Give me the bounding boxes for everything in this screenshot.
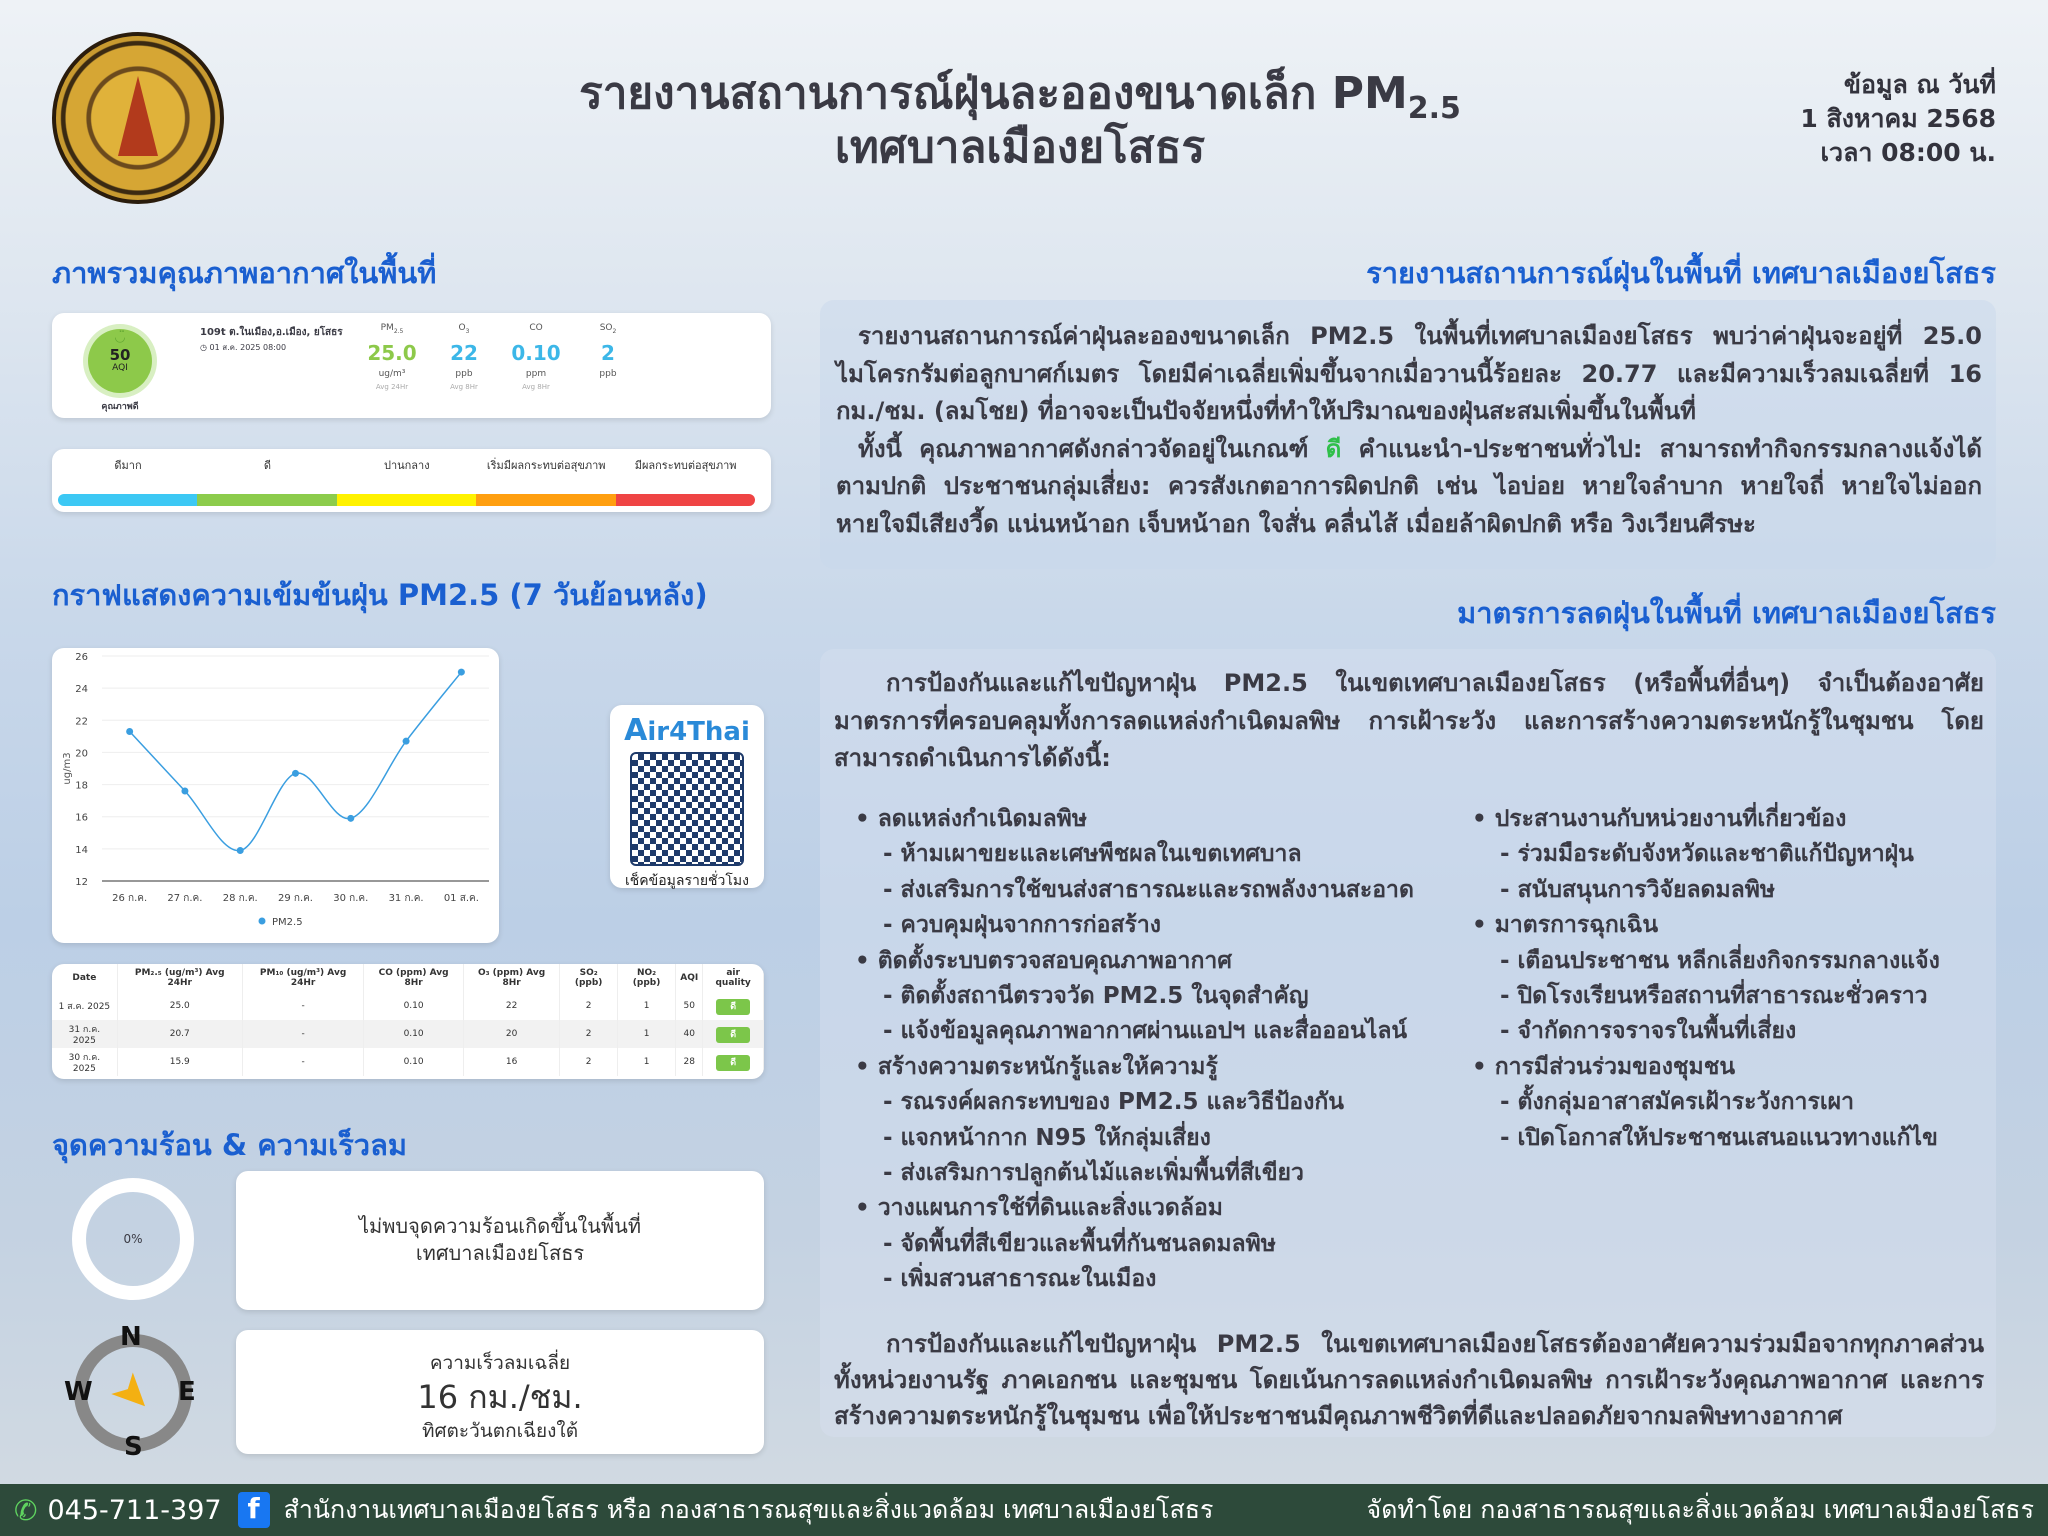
- table-cell: 0.10: [403, 1057, 424, 1067]
- x-tick-label: 28 ก.ค.: [222, 893, 258, 904]
- list-item: - ควบคุมฝุ่นจากการก่อสร้าง: [883, 912, 1161, 939]
- hotspot-card: ไม่พบจุดความร้อนเกิดขึ้นในพื้นที่ เทศบาลเมืองยโสธร: [236, 1171, 764, 1310]
- smiley-icon: ◡̈: [115, 330, 125, 345]
- list-item: - สนับสนุนการวิจัยลดมลพิษ: [1500, 876, 1776, 903]
- measures-list-right: [1472, 802, 1940, 1156]
- list-item: - รณรงค์ผลกระทบของ PM2.5 และวิธีป้องกัน: [883, 1089, 1344, 1116]
- data-point: [403, 738, 410, 745]
- list-item: - เตือนประชาชน หลีกเลี่ยงกิจกรรมกลางแจ้ง: [1500, 947, 1940, 974]
- x-tick-label: 27 ก.ค.: [167, 893, 203, 904]
- pm25-chart: [52, 648, 499, 943]
- x-tick-label: 01 ส.ค.: [443, 893, 479, 904]
- y-axis-label: ug/m3: [62, 752, 73, 785]
- municipality-seal-logo: [52, 32, 224, 204]
- y-tick-label: 22: [75, 716, 88, 728]
- measures-conclusion: การป้องกันและแก้ไขปัญหาฝุ่น PM2.5 ในเขตเทศบาลเมืองยโสธรต้องอาศัยความร่วมมือจากทุกภาคส่วน ทั้งหน่วยงานรัฐ ภาคเอกชน และชุมชน โดยเน้นการลดแหล่งกำเนิดมลพิษ การเฝ้าระวังคุณภาพอากาศ และการสร้างความตระหนักรู้ในชุมชน เพื่อให้ประชาชนมีคุณภาพชีวิตที่ดีและปลอดภัยจากมลพิษทางอากาศ: [834, 1330, 1984, 1430]
- quality-badge: ดี: [716, 999, 750, 1015]
- table-cell: 1: [643, 1001, 650, 1011]
- column-header: O₃ (ppm) Avg 8Hr: [463, 964, 560, 992]
- table-cell: -: [301, 1001, 305, 1011]
- table-cell: 50: [683, 1001, 695, 1011]
- table-row: [52, 1020, 764, 1048]
- data-point: [126, 728, 133, 735]
- clock-icon: ◷: [200, 343, 210, 352]
- table-cell: 1 ส.ค. 2025: [58, 1002, 111, 1012]
- measures-heading: มาตรการลดฝุ่นในพื้นที่ เทศบาลเมืองยโสธร: [1457, 596, 1996, 630]
- x-tick-label: 30 ก.ค.: [333, 893, 369, 904]
- legend-marker: [259, 918, 266, 925]
- quality-badge: ดี: [716, 1027, 750, 1043]
- credit-text: จัดทำโดย กองสาธารณสุขและสิ่งแวดล้อม เทศบาลเมืองยโสธร: [1366, 1495, 2034, 1524]
- footer: [0, 1484, 2048, 1536]
- compass-south: S: [124, 1432, 143, 1462]
- pollutant-0: $PM_{2.5}$ 25.0 ug/m³ Avg 24Hr: [367, 323, 417, 391]
- measures-intro: การป้องกันและแก้ไขปัญหาฝุ่น PM2.5 ในเขตเทศบาลเมืองยโสธร (หรือพื้นที่อื่นๆ) จำเป็นต้องอาศัยมาตรการที่ครอบคลุมทั้งการลดแหล่งกำเนิดมลพิษ การเฝ้าระวัง และการสร้างความตระหนักรู้ในชุมชน โดยสามารถดำเนินการได้ดังนี้:: [834, 669, 1984, 772]
- x-tick-label: 26 ก.ค.: [112, 893, 148, 904]
- table-cell: -: [301, 1029, 305, 1039]
- y-tick-label: 18: [75, 780, 88, 792]
- facebook-page-name: สำนักงานเทศบาลเมืองยโสธร หรือ กองสาธารณสุขและสิ่งแวดล้อม เทศบาลเมืองยโสธร: [283, 1495, 1214, 1524]
- scale-label: เริ่มมีผลกระทบต่อสุขภาพ: [486, 459, 606, 472]
- page-title: รายงานสถานการณ์ฝุ่นละอองขนาดเล็ก $PM_{2.5}$: [579, 68, 1461, 126]
- table-cell: 2: [585, 1001, 592, 1011]
- list-item: • ติดตั้งระบบตรวจสอบคุณภาพอากาศ: [855, 947, 1232, 974]
- table-cell: 28: [683, 1057, 695, 1067]
- report-date: ข้อมูล ณ วันที่ 1 สิงหาคม 2568 เวลา 08:00 น.: [1800, 70, 1996, 167]
- table-cell: 40: [683, 1029, 695, 1039]
- column-header: CO (ppm) Avg 8Hr: [364, 964, 463, 992]
- table-cell: 31 ก.ค. 2025: [68, 1025, 101, 1046]
- overview-heading: ภาพรวมคุณภาพอากาศในพื้นที่: [52, 256, 437, 290]
- air-quality-table: [52, 964, 764, 1079]
- compass-west: W: [64, 1377, 93, 1407]
- measures-list-left: [855, 802, 1414, 1298]
- list-item: - แจกหน้ากาก N95 ให้กลุ่มเสี่ยง: [883, 1124, 1211, 1151]
- measures-box: [820, 649, 1996, 1437]
- report-heading: รายงานสถานการณ์ฝุ่นในพื้นที่ เทศบาลเมืองยโสธร: [1366, 256, 1996, 290]
- x-tick-label: 29 ก.ค.: [277, 893, 314, 904]
- column-header: PM₁₀ (ug/m³) Avg 24Hr: [242, 964, 364, 992]
- list-item: • วางแผนการใช้ที่ดินและสิ่งแวดล้อม: [855, 1195, 1223, 1222]
- list-item: - ปิดโรงเรียนหรือสถานที่สาธารณะชั่วคราว: [1500, 983, 1928, 1010]
- x-tick-label: 31 ก.ค.: [388, 893, 424, 904]
- table-cell: 20: [505, 1029, 518, 1039]
- quality-badge: ดี: [716, 1055, 750, 1071]
- y-tick-label: 20: [75, 748, 88, 760]
- air4thai-logo: Air4Thai: [624, 713, 750, 748]
- data-point: [458, 669, 465, 676]
- table-cell: 16: [505, 1057, 518, 1067]
- table-cell: -: [301, 1057, 305, 1067]
- list-item: - จัดพื้นที่สีเขียวและพื้นที่กันชนลดมลพิษ: [883, 1230, 1276, 1257]
- table-cell: 1: [643, 1029, 650, 1039]
- qr-code-icon: [630, 752, 744, 866]
- pollutant-2: CO 0.10 ppm Avg 8Hr: [511, 323, 561, 391]
- legend-label: PM2.5: [272, 917, 303, 928]
- table-cell: 2: [585, 1057, 592, 1067]
- table-row: [52, 992, 764, 1020]
- data-point: [292, 770, 299, 777]
- y-tick-label: 26: [75, 652, 88, 663]
- y-tick-label: 14: [75, 844, 88, 856]
- table-cell: 2: [585, 1029, 592, 1039]
- scale-bar: [476, 494, 615, 506]
- station-name: 109t ต.ในเมือง,อ.เมือง, ยโสธร: [200, 327, 343, 338]
- list-item: • สร้างความตระหนักรู้และให้ความรู้: [855, 1053, 1218, 1080]
- wind-card: ความเร็วลมเฉลี่ย 16 กม./ชม. ทิศตะวันตกเฉียงใต้: [236, 1330, 764, 1454]
- hotspot-progress-ring: 0%: [72, 1178, 194, 1300]
- air4thai-qr-card[interactable]: [610, 705, 764, 888]
- list-item: - ส่งเสริมการปลูกต้นไม้และเพิ่มพื้นที่สีเขียว: [883, 1160, 1304, 1187]
- scale-label: ดี: [263, 459, 271, 472]
- hotspot-heading: จุดความร้อน & ความเร็วลม: [52, 1128, 407, 1162]
- y-tick-label: 24: [75, 684, 88, 696]
- list-item: • ลดแหล่งกำเนิดมลพิษ: [855, 806, 1087, 832]
- report-paragraph: รายงานสถานการณ์ค่าฝุ่นละอองขนาดเล็ก PM2.5 ในพื้นที่เทศบาลเมืองยโสธร พบว่าค่าฝุ่นจะอยู่ที่ 25.0 ไมโครกรัมต่อลูกบาศก์เมตร โดยมีค่าเฉลี่ยเพิ่มขึ้นจากเมื่อวานนี้ร้อยละ 20.77 และมีความเร็วลมเฉลี่ยที่ 16 กม./ชม. (ลมโชย) ที่อาจจะเป็นปัจจัยหนึ่งที่ทำให้ปริมาณของฝุ่นสะสมเพิ่มขึ้นในพื้นที่: [836, 322, 1982, 425]
- scale-label: มีผลกระทบต่อสุขภาพ: [634, 459, 737, 472]
- table-cell: 15.9: [169, 1057, 190, 1067]
- advice-paragraph: ทั้งนี้ คุณภาพอากาศดังกล่าวจัดอยู่ในเกณฑ์ ดี คำแนะนำ-ประชาชนทั่วไป: สามารถทำกิจกรรมกลางแจ้งได้ตามปกติ ประชาชนกลุ่มเสี่ยง: ควรสังเกตอาการผิดปกติ เช่น ไอบ่อย หายใจลำบาก หายใจถี่ หายใจไม่ออก หายใจมีเสียงวี้ด แน่นหน้าอก เจ็บหน้าอก ใจสั่น คลื่นไส้ เมื่อยล้าผิดปกติ หรือ วิงเวียนศีรษะ: [836, 434, 1982, 538]
- scale-bar: [197, 494, 336, 506]
- table-cell: 20.7: [169, 1029, 190, 1039]
- list-item: • ประสานงานกับหน่วยงานที่เกี่ยวข้อง: [1472, 806, 1847, 832]
- list-item: - จำกัดการจราจรในพื้นที่เสี่ยง: [1500, 1018, 1797, 1045]
- list-item: • มาตรการฉุกเฉิน: [1472, 912, 1659, 939]
- qr-caption: เช็คข้อมูลรายชั่วโมง: [625, 873, 749, 889]
- list-item: - ห้ามเผาขยะและเศษพืชผลในเขตเทศบาล: [883, 841, 1302, 868]
- chart-svg: [52, 648, 499, 943]
- column-header: PM₂.₅ (ug/m³) Avg 24Hr: [117, 964, 242, 992]
- series-line: [130, 672, 462, 851]
- quality-label: คุณภาพดี: [101, 402, 139, 412]
- phone-number[interactable]: 045-711-397: [47, 1494, 222, 1526]
- chart-heading: กราฟแสดงความเข้มข้นฝุ่น PM2.5 (7 วันย้อนหลัง): [52, 578, 708, 612]
- table-row: [52, 1048, 764, 1076]
- table-cell: 22: [505, 1001, 518, 1011]
- scale-bar: [337, 494, 476, 506]
- table-cell: 30 ก.ค. 2025: [68, 1053, 101, 1074]
- scale-bar: [58, 494, 197, 506]
- column-header: AQI: [676, 964, 703, 992]
- list-item: - ส่งเสริมการใช้ขนส่งสาธารณะและรถพลังงานสะอาด: [883, 876, 1414, 903]
- phone-icon: ✆: [14, 1493, 38, 1527]
- scale-label: ปานกลาง: [383, 459, 430, 472]
- list-item: - เปิดโอกาสให้ประชาชนเสนอแนวทางแก้ไข: [1500, 1124, 1938, 1151]
- column-header: NO₂ (ppb): [617, 964, 675, 992]
- wind-direction-arrow-icon: ➤: [99, 1358, 168, 1428]
- list-item: - ร่วมมือระดับจังหวัดและชาติแก้ปัญหาฝุ่น: [1500, 841, 1914, 868]
- aqi-badge: ◡̈ 50 AQI: [88, 329, 152, 393]
- report-box: [820, 300, 1996, 569]
- table-cell: 1: [643, 1057, 650, 1067]
- y-tick-label: 16: [75, 812, 88, 824]
- table-cell: 25.0: [169, 1001, 190, 1011]
- list-item: - เพิ่มสวนสาธารณะในเมือง: [883, 1266, 1157, 1293]
- compass-east: E: [178, 1377, 196, 1407]
- table-cell: 0.10: [403, 1029, 424, 1039]
- column-header: SO₂ (ppb): [560, 964, 617, 992]
- scale-label: ดีมาก: [114, 459, 142, 472]
- pollutant-1: $O_3$ 22 ppb Avg 8Hr: [450, 323, 478, 391]
- column-header: Date: [52, 964, 117, 992]
- y-tick-label: 12: [75, 877, 88, 888]
- facebook-icon[interactable]: f: [238, 1492, 270, 1528]
- list-item: - แจ้งข้อมูลคุณภาพอากาศผ่านแอปฯ และสื่อออนไลน์: [883, 1018, 1408, 1045]
- table-cell: 0.10: [403, 1001, 424, 1011]
- aqi-scale: [52, 449, 771, 512]
- data-point: [181, 788, 188, 795]
- data-point: [347, 815, 354, 822]
- timestamp: ◷ 01 ส.ค. 2025 08:00: [200, 343, 287, 352]
- list-item: - ตั้งกลุ่มอาสาสมัครเฝ้าระวังการเผา: [1500, 1089, 1855, 1116]
- data-point: [237, 847, 244, 854]
- pollutant-3: $SO_2$ 2 ppb: [599, 323, 617, 379]
- scale-bar: [616, 494, 755, 506]
- compass-north: N: [120, 1322, 142, 1352]
- column-header: air quality: [703, 964, 764, 992]
- page-subtitle: เทศบาลเมืองยโสธร: [834, 122, 1206, 173]
- list-item: • การมีส่วนร่วมของชุมชน: [1472, 1053, 1736, 1080]
- list-item: - ติดตั้งสถานีตรวจวัด PM2.5 ในจุดสำคัญ: [883, 983, 1309, 1010]
- aqi-card: [52, 313, 771, 418]
